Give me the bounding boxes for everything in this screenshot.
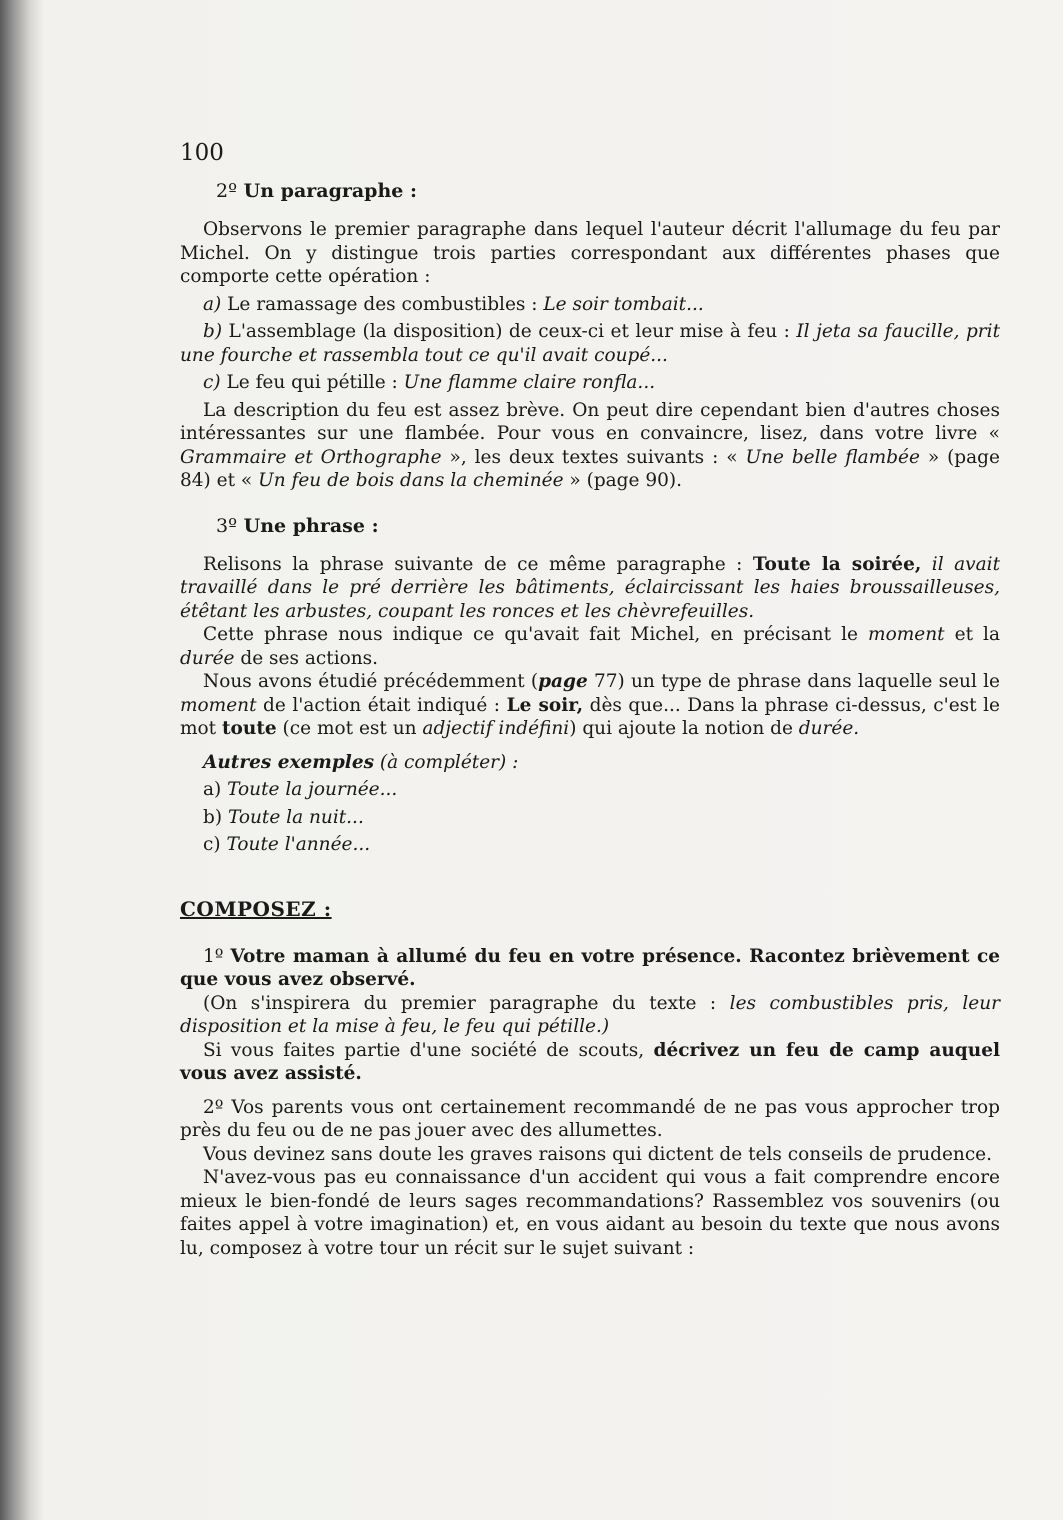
phase-a: a) Le ramassage des combustibles : Le soir tombait... bbox=[203, 293, 704, 315]
text-title-2: Un feu de bois dans la cheminée bbox=[258, 470, 564, 491]
exercise-1: 1º Votre maman à allumé du feu en votre présence. Racontez brièvement ce que vous avez observé. bbox=[180, 945, 1001, 990]
compose-heading: COMPOSEZ : bbox=[180, 896, 332, 921]
section-2-number: 2º bbox=[216, 180, 238, 202]
example-c: c) Toute l'année... bbox=[203, 834, 371, 855]
section-2-intro: Observons le premier paragraphe dans lequel l'auteur décrit l'allumage du feu par Michel. On y distingue trois parties correspondant aux différentes phases que comporte cette opération : bbox=[180, 219, 1000, 287]
description-paragraph: La description du feu est assez brève. On peut dire cependant bien d'autres choses intéressantes sur une flambée. Pour vous en convaincre, lisez, dans votre livre « Grammaire et Orthographe », les deux textes suivants : « Une belle flambée » (page 84) et « Un feu de bois dans la cheminée » (page 90). bbox=[180, 399, 1000, 491]
phase-c-label: c) bbox=[203, 372, 221, 393]
phase-c-quote: Une flamme claire ronfla... bbox=[403, 372, 656, 393]
section-3-title: Une phrase : bbox=[243, 514, 379, 537]
exercise-2-reasons: Vous devinez sans doute les graves raisons qui dictent de tels conseils de prudence. bbox=[203, 1143, 993, 1165]
section-3-number: 3º bbox=[216, 514, 238, 537]
quoted-sentence: Relisons la phrase suivante de ce même paragraphe : Toute la soirée, il avait travaillé dans le pré derrière les bâtiments, éclaircissant les haies broussailleuses, étêtant les arbustes, coupant les ronces et les chèvrefeuilles. bbox=[180, 553, 1000, 622]
phase-b-label: b) bbox=[203, 321, 223, 342]
page-content bbox=[180, 140, 1000, 1260]
phase-a-quote: Le soir tombait... bbox=[543, 293, 704, 315]
examples-heading: Autres exemples (à compléter) : bbox=[203, 751, 519, 773]
text-title-1: Une belle flambée bbox=[745, 446, 920, 468]
sentence-analysis: Cette phrase nous indique ce qu'avait fait Michel, en précisant le moment et la durée de ses actions. bbox=[180, 624, 1001, 669]
exercise-1-hint: (On s'inspirera du premier paragraphe du texte : les combustibles pris, leur disposition et la mise à feu, le feu qui pétille.) bbox=[180, 992, 1000, 1037]
example-b: b) Toute la nuit... bbox=[203, 806, 364, 828]
example-a: a) Toute la journée... bbox=[203, 779, 398, 800]
book-title: Grammaire et Orthographe bbox=[180, 446, 442, 468]
phase-a-label: a) bbox=[203, 293, 222, 315]
grammar-explanation: Nous avons étudié précédemment (page 77) un type de phrase dans laquelle seul le moment de l'action était indiqué : Le soir, dès que... Dans la phrase ci-dessus, c'est le mot toute (ce mot est un adjectif indéfini) qui ajoute la notion de durée. bbox=[180, 671, 1000, 739]
exercise-1-scouts: Si vous faites partie d'une société de scouts, décrivez un feu de camp auquel vous avez assisté. bbox=[180, 1039, 1000, 1084]
phase-b-quote: Il jeta sa faucille, prit une fourche et rassembla tout ce qu'il avait coupé... bbox=[180, 321, 1000, 366]
exercise-2: 2º Vos parents vous ont certainement recommandé de ne pas vous approcher trop près du feu ou de ne pas jouer avec des allumettes. bbox=[180, 1096, 1000, 1141]
phase-c: c) Le feu qui pétille : Une flamme claire ronfla... bbox=[203, 372, 656, 393]
exercise-2-prompt: N'avez-vous pas eu connaissance d'un accident qui vous a fait comprendre encore mieux le bien-fondé de leurs sages recommandations? Rassemblez vos souvenirs (ou faites appel à votre imagination) et, en vous aidant au besoin du texte que nous avons lu, composez à votre tour un récit sur le sujet suivant : bbox=[180, 1167, 1000, 1259]
section-2-title: Un paragraphe : bbox=[243, 180, 417, 202]
page-number: 100 bbox=[180, 140, 224, 166]
section-3-heading bbox=[216, 515, 1000, 537]
section-2-heading bbox=[216, 180, 1000, 202]
phase-b: b) L'assemblage (la disposition) de ceux-ci et leur mise à feu : Il jeta sa faucille, prit une fourche et rassembla tout ce qu'il avait coupé... bbox=[180, 321, 1000, 366]
